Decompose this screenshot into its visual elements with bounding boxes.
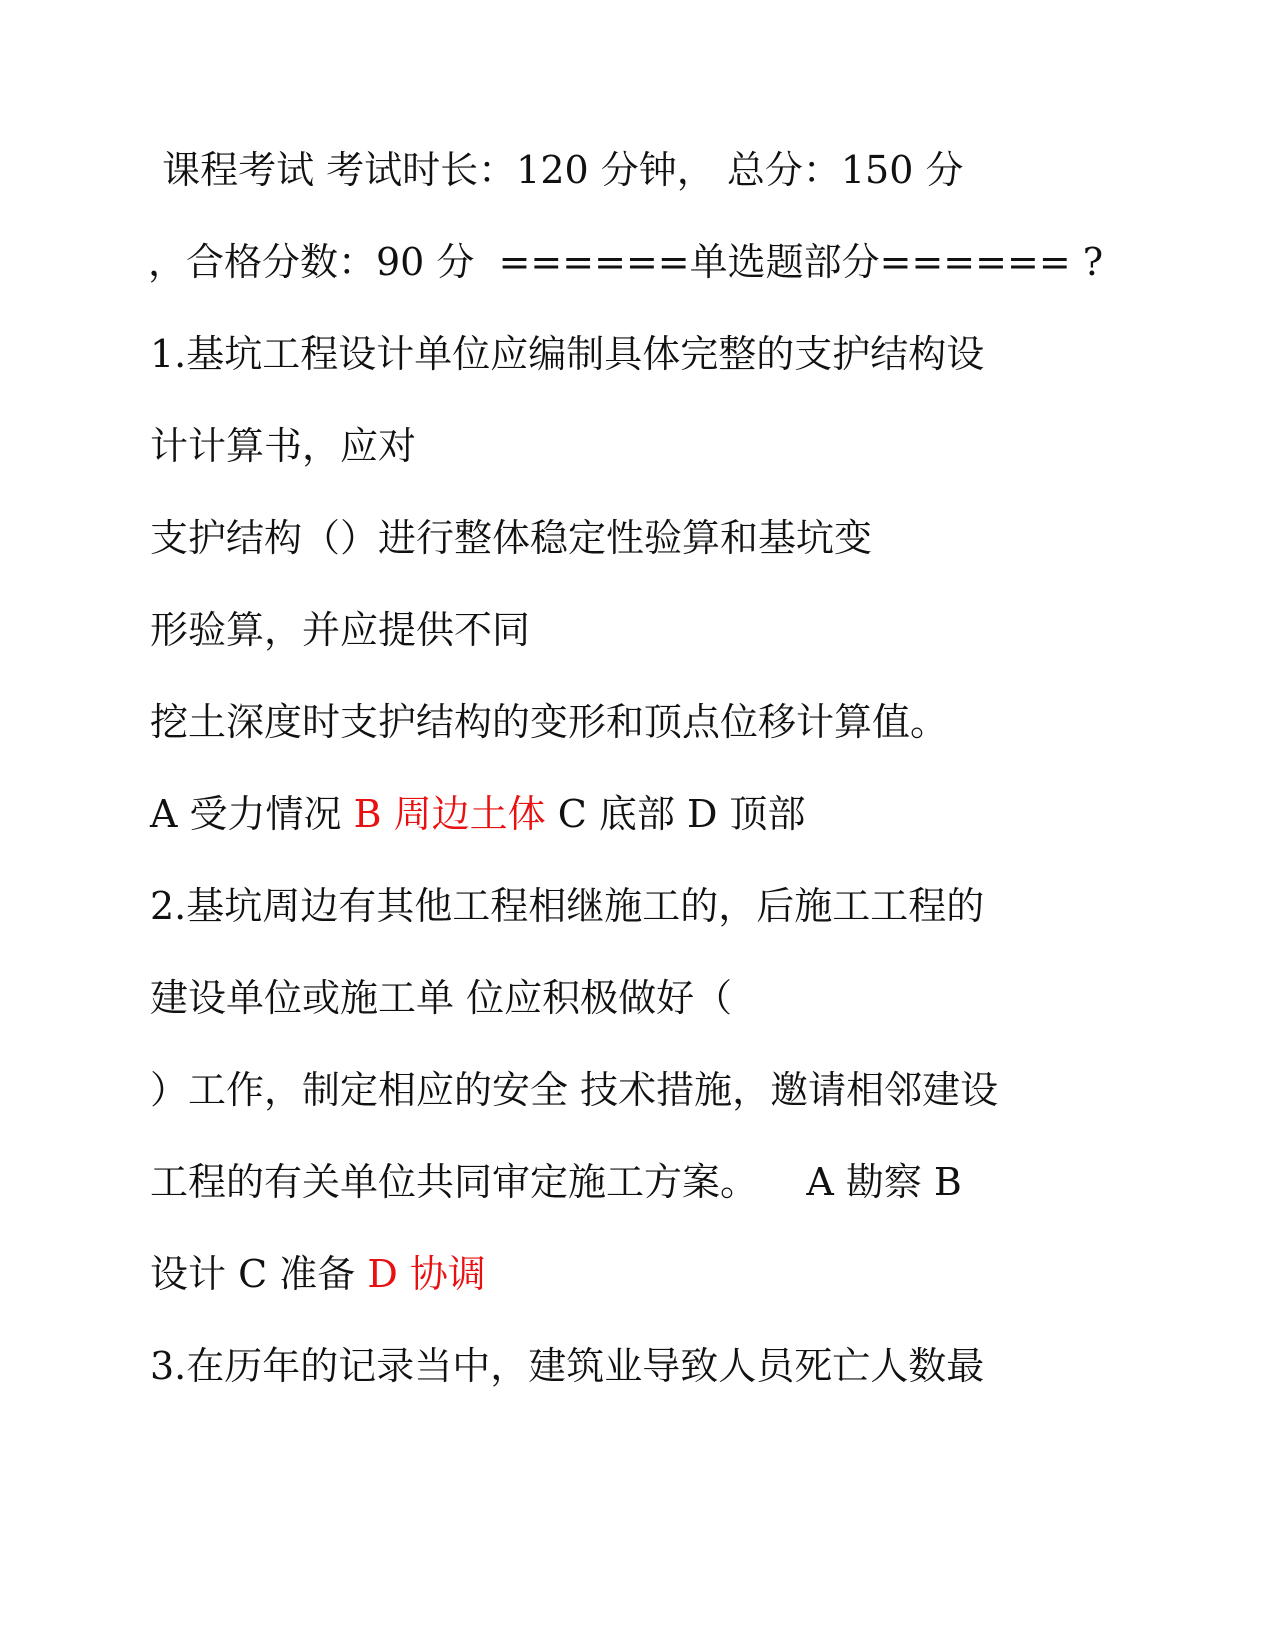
q1-stem-line-3: 支护结构（）进行整体稳定性验算和基坑变 [150,516,873,560]
q1-stem-line-2: 计计算书，应对 [150,424,417,468]
q1-options [150,790,805,838]
q1-stem-line-5: 挖土深度时支护结构的变形和顶点位移计算值。 [150,700,949,744]
q1-stem-line-4: 形验算，并应提供不同 [150,608,531,652]
q2-stem-line-1: 2.基坑周边有其他工程相继施工的，后施工工程的 [150,884,985,928]
exam-header-line-2: ，合格分数：90 分 ======单选题部分====== ? [148,240,1104,284]
q1-correct-option-b: B 周边土体 [353,792,546,836]
q1-option-c-d: C 底部 D 顶部 [545,792,806,836]
exam-header-line-1: 课程考试 考试时长：120 分钟， 总分：150 分 [150,148,964,192]
q1-stem-line-1: 1.基坑工程设计单位应编制具体完整的支护结构设 [150,332,985,376]
q2-option-b-c: 设计 C 准备 [150,1252,368,1296]
q2-stem-line-3: ）工作，制定相应的安全 技术措施，邀请相邻建设 [150,1068,999,1112]
q2-stem-line-2: 建设单位或施工单 位应积极做好（ [150,976,733,1020]
q3-stem-line-1: 3.在历年的记录当中，建筑业导致人员死亡人数最 [150,1344,985,1388]
q2-options [150,1250,486,1298]
q2-stem-line-4: 工程的有关单位共同审定施工方案。 A 勘察 B [150,1160,962,1204]
q1-option-a: A 受力情况 [150,792,354,836]
q2-correct-option-d: D 协调 [367,1252,486,1296]
